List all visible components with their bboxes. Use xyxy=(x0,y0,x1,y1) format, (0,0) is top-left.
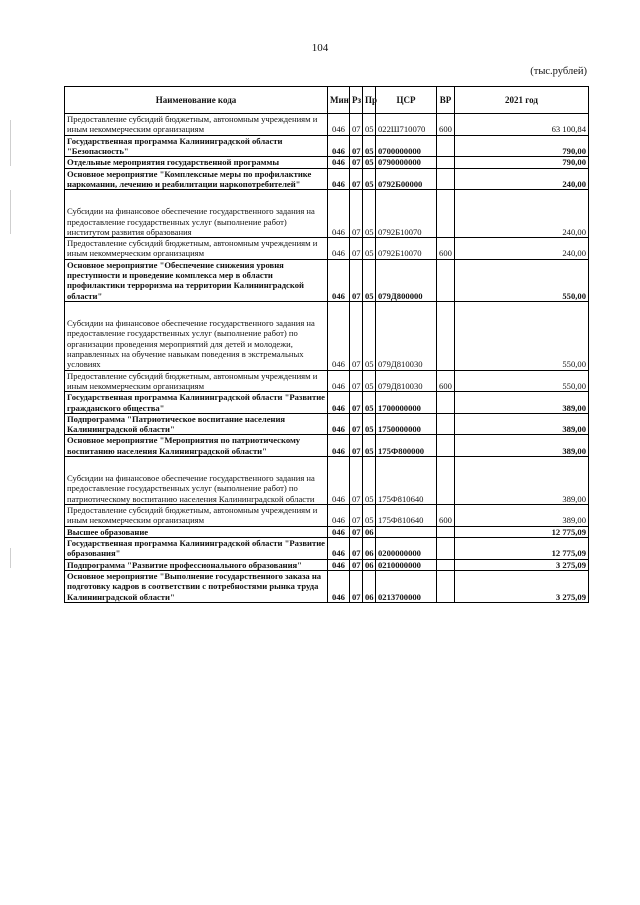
header-csr: ЦСР xyxy=(376,87,437,114)
margin-mark xyxy=(10,120,11,166)
row-rz: 07 xyxy=(350,135,363,157)
row-rz: 07 xyxy=(350,413,363,435)
row-vr xyxy=(437,135,455,157)
row-amount: 12 775,09 xyxy=(455,526,589,537)
row-name: Основное мероприятие "Мероприятия по патриотическому воспитанию населения Калининградской области" xyxy=(65,435,328,457)
row-amount: 550,00 xyxy=(455,259,589,301)
row-vr xyxy=(437,259,455,301)
row-min: 046 xyxy=(328,537,350,559)
row-csr: 0700000000 xyxy=(376,135,437,157)
row-rz: 07 xyxy=(350,114,363,136)
header-rz: Рз xyxy=(350,87,363,114)
row-csr: 0792Б10070 xyxy=(376,190,437,238)
table-row xyxy=(65,114,589,136)
table-header-row xyxy=(65,87,589,114)
row-pr: 05 xyxy=(363,114,376,136)
row-csr: 1700000000 xyxy=(376,392,437,414)
row-name: Основное мероприятие "Выполнение государственного заказа на подготовку кадров в соответствии с потребностями рынка труда Калининградской области" xyxy=(65,570,328,602)
row-pr: 06 xyxy=(363,570,376,602)
row-csr: 0792Б10070 xyxy=(376,238,437,260)
row-name: Подпрограмма "Развитие профессионального образования" xyxy=(65,559,328,570)
table-row xyxy=(65,259,589,301)
row-vr xyxy=(437,526,455,537)
table-row xyxy=(65,457,589,505)
row-name: Государственная программа Калининградской области "Развитие гражданского общества" xyxy=(65,392,328,414)
row-vr xyxy=(437,302,455,371)
row-vr xyxy=(437,168,455,190)
table-row xyxy=(65,190,589,238)
row-min: 046 xyxy=(328,526,350,537)
row-amount: 550,00 xyxy=(455,302,589,371)
row-rz: 07 xyxy=(350,238,363,260)
row-vr: 600 xyxy=(437,370,455,392)
row-pr: 05 xyxy=(363,370,376,392)
row-csr: 0210000000 xyxy=(376,559,437,570)
row-pr: 05 xyxy=(363,157,376,168)
row-pr: 05 xyxy=(363,505,376,527)
row-amount: 790,00 xyxy=(455,135,589,157)
row-rz: 07 xyxy=(350,259,363,301)
row-min: 046 xyxy=(328,392,350,414)
row-min: 046 xyxy=(328,370,350,392)
table-row xyxy=(65,537,589,559)
row-name: Предоставление субсидий бюджетным, автономным учреждениям и иным некоммерческим организациям xyxy=(65,238,328,260)
table-row xyxy=(65,392,589,414)
row-rz: 07 xyxy=(350,190,363,238)
row-vr xyxy=(437,537,455,559)
row-csr: 079Д810030 xyxy=(376,302,437,371)
row-csr: 0792Б00000 xyxy=(376,168,437,190)
row-csr: 1750000000 xyxy=(376,413,437,435)
row-amount: 389,00 xyxy=(455,457,589,505)
row-pr: 06 xyxy=(363,526,376,537)
row-csr: 0790000000 xyxy=(376,157,437,168)
row-name: Отдельные мероприятия государственной программы xyxy=(65,157,328,168)
row-min: 046 xyxy=(328,570,350,602)
row-min: 046 xyxy=(328,259,350,301)
row-vr xyxy=(437,559,455,570)
row-csr: 0200000000 xyxy=(376,537,437,559)
row-min: 046 xyxy=(328,238,350,260)
header-vr: ВР xyxy=(437,87,455,114)
row-name: Субсидии на финансовое обеспечение государственного задания на предоставление государственных услуг (выполнение работ) по патриотическому воспитанию населения Калининградской области xyxy=(65,457,328,505)
row-amount: 389,00 xyxy=(455,505,589,527)
row-csr: 175Ф800000 xyxy=(376,435,437,457)
row-amount: 389,00 xyxy=(455,392,589,414)
row-vr xyxy=(437,413,455,435)
row-rz: 07 xyxy=(350,157,363,168)
table-row xyxy=(65,559,589,570)
row-vr xyxy=(437,457,455,505)
row-min: 046 xyxy=(328,190,350,238)
row-amount: 550,00 xyxy=(455,370,589,392)
row-rz: 07 xyxy=(350,392,363,414)
row-rz: 07 xyxy=(350,435,363,457)
row-amount: 3 275,09 xyxy=(455,570,589,602)
table-row xyxy=(65,135,589,157)
table-row xyxy=(65,505,589,527)
table-row xyxy=(65,435,589,457)
table-row xyxy=(65,157,589,168)
row-csr: 022Ш710070 xyxy=(376,114,437,136)
row-pr: 05 xyxy=(363,302,376,371)
row-amount: 63 100,84 xyxy=(455,114,589,136)
table-row xyxy=(65,370,589,392)
budget-table xyxy=(64,86,589,603)
row-name: Предоставление субсидий бюджетным, автономным учреждениям и иным некоммерческим организациям xyxy=(65,114,328,136)
table-body xyxy=(65,114,589,603)
row-pr: 05 xyxy=(363,135,376,157)
row-pr: 05 xyxy=(363,190,376,238)
row-pr: 06 xyxy=(363,559,376,570)
row-pr: 06 xyxy=(363,537,376,559)
row-name: Государственная программа Калининградской области "Безопасность" xyxy=(65,135,328,157)
row-pr: 05 xyxy=(363,413,376,435)
row-vr: 600 xyxy=(437,114,455,136)
header-pr: Пр xyxy=(363,87,376,114)
row-amount: 240,00 xyxy=(455,238,589,260)
row-name: Государственная программа Калининградской области "Развитие образования" xyxy=(65,537,328,559)
row-vr xyxy=(437,190,455,238)
row-csr: 079Д800000 xyxy=(376,259,437,301)
row-rz: 07 xyxy=(350,370,363,392)
row-min: 046 xyxy=(328,505,350,527)
row-vr: 600 xyxy=(437,238,455,260)
row-csr xyxy=(376,526,437,537)
row-pr: 05 xyxy=(363,435,376,457)
row-amount: 389,00 xyxy=(455,435,589,457)
row-vr xyxy=(437,435,455,457)
margin-mark xyxy=(10,190,11,234)
row-name: Предоставление субсидий бюджетным, автономным учреждениям и иным некоммерческим организациям xyxy=(65,505,328,527)
table-row xyxy=(65,168,589,190)
header-name: Наименование кода xyxy=(65,87,328,114)
page-number: 104 xyxy=(311,42,329,54)
row-vr: 600 xyxy=(437,505,455,527)
row-name: Субсидии на финансовое обеспечение государственного задания на предоставление государственных услуг (выполнение работ) по организации проведения мероприятий для детей и молодежи, направленных на обучение навыкам поведения в экстремальных условиях xyxy=(65,302,328,371)
row-name: Субсидии на финансовое обеспечение государственного задания на предоставление государственных услуг (выполнение работ) институтом развития образования xyxy=(65,190,328,238)
row-name: Высшее образование xyxy=(65,526,328,537)
row-csr: 079Д810030 xyxy=(376,370,437,392)
row-rz: 07 xyxy=(350,570,363,602)
row-min: 046 xyxy=(328,135,350,157)
row-pr: 05 xyxy=(363,457,376,505)
table-row xyxy=(65,570,589,602)
row-min: 046 xyxy=(328,457,350,505)
row-name: Подпрограмма "Патриотическое воспитание населения Калининградской области" xyxy=(65,413,328,435)
row-vr xyxy=(437,392,455,414)
row-vr xyxy=(437,157,455,168)
row-rz: 07 xyxy=(350,526,363,537)
row-rz: 07 xyxy=(350,537,363,559)
row-min: 046 xyxy=(328,114,350,136)
row-csr: 175Ф810640 xyxy=(376,457,437,505)
table-row xyxy=(65,302,589,371)
row-min: 046 xyxy=(328,302,350,371)
table-row xyxy=(65,238,589,260)
row-name: Предоставление субсидий бюджетным, автономным учреждениям и иным некоммерческим организациям xyxy=(65,370,328,392)
row-pr: 05 xyxy=(363,392,376,414)
row-amount: 240,00 xyxy=(455,190,589,238)
row-rz: 07 xyxy=(350,302,363,371)
row-name: Основное мероприятие "Комплексные меры по профилактике наркомании, лечению и реабилитации наркопотребителей" xyxy=(65,168,328,190)
row-name: Основное мероприятие "Обеспечение снижения уровня преступности и проведение комплекса мер в области профилактики терроризма на территории Калининградской области" xyxy=(65,259,328,301)
table-row xyxy=(65,526,589,537)
row-pr: 05 xyxy=(363,259,376,301)
row-amount: 240,00 xyxy=(455,168,589,190)
header-amount: 2021 год xyxy=(455,87,589,114)
row-pr: 05 xyxy=(363,168,376,190)
row-min: 046 xyxy=(328,413,350,435)
row-amount: 790,00 xyxy=(455,157,589,168)
row-min: 046 xyxy=(328,559,350,570)
row-amount: 389,00 xyxy=(455,413,589,435)
row-rz: 07 xyxy=(350,168,363,190)
units-label: (тыс.рублей) xyxy=(530,66,587,77)
row-pr: 05 xyxy=(363,238,376,260)
row-csr: 0213700000 xyxy=(376,570,437,602)
row-vr xyxy=(437,570,455,602)
table-row xyxy=(65,413,589,435)
row-min: 046 xyxy=(328,157,350,168)
row-rz: 07 xyxy=(350,457,363,505)
row-csr: 175Ф810640 xyxy=(376,505,437,527)
row-amount: 3 275,09 xyxy=(455,559,589,570)
row-rz: 07 xyxy=(350,559,363,570)
row-amount: 12 775,09 xyxy=(455,537,589,559)
row-rz: 07 xyxy=(350,505,363,527)
row-min: 046 xyxy=(328,168,350,190)
header-min: Мин xyxy=(328,87,350,114)
margin-mark xyxy=(10,548,11,568)
row-min: 046 xyxy=(328,435,350,457)
